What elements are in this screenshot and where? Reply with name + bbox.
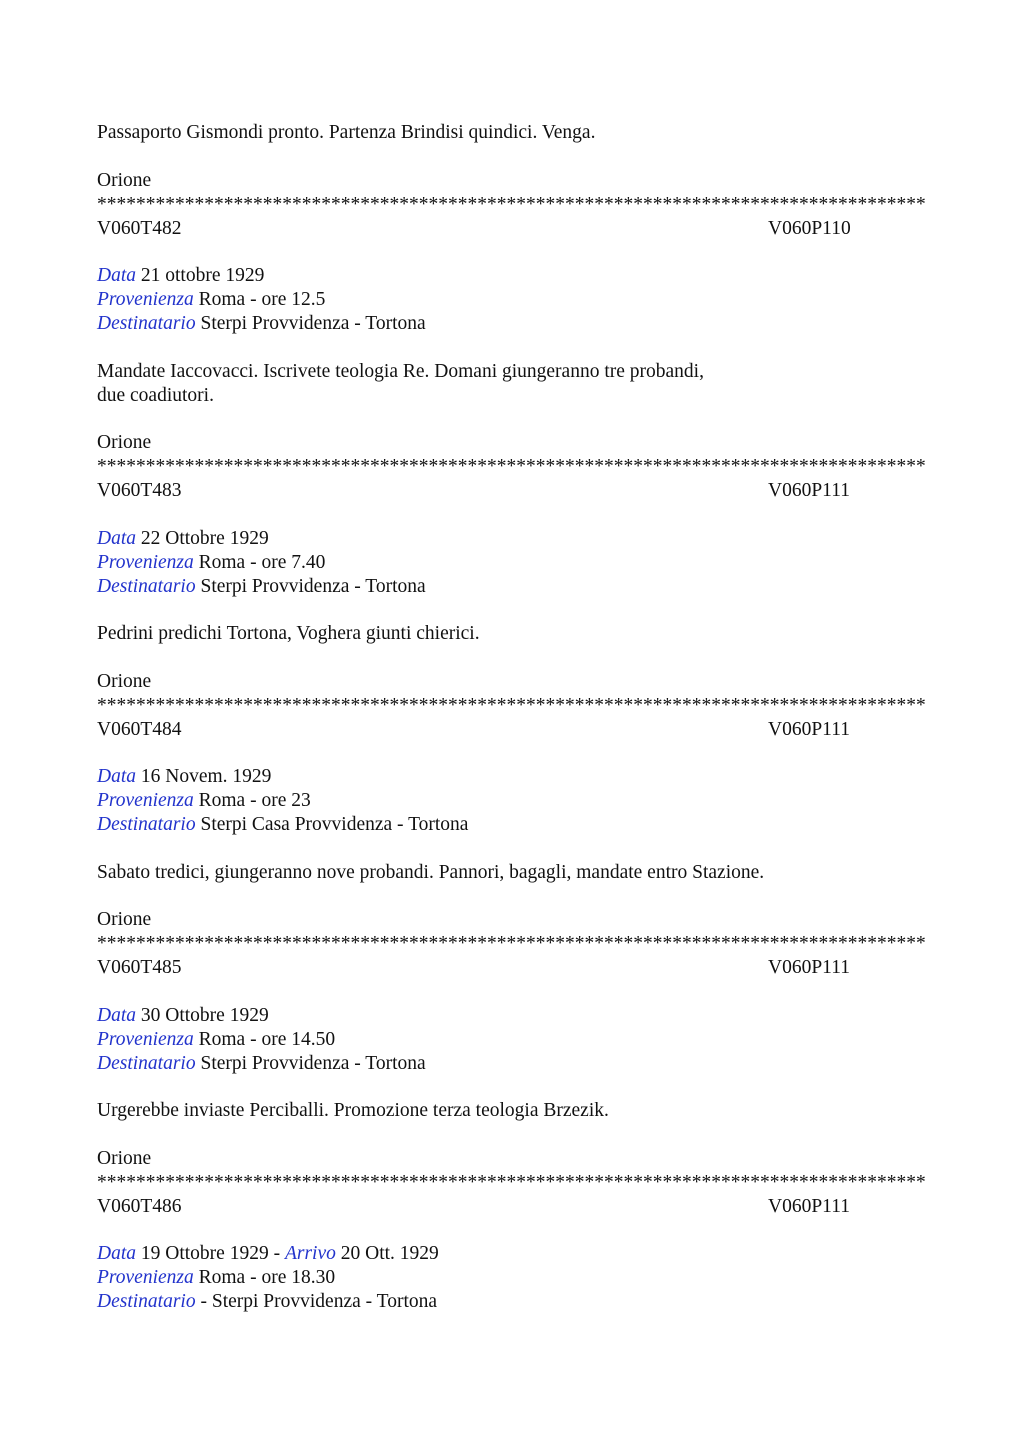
separator: ************************************************************************************* [97,456,926,477]
entry-code: V060T482 [97,217,182,239]
data-value: 22 Ottobre 1929 [140,527,269,549]
signature: Orione [97,1147,152,1169]
provenienza-value: Roma - ore 18.30 [198,1267,336,1288]
entry-page: V060P111 [768,1195,850,1217]
data-value: 21 ottobre 1929 [140,265,265,286]
destinatario-value: Sterpi Provvidenza - Tortona [211,1291,438,1312]
provenienza-label: Provenienza [97,289,194,310]
data-value: 16 Novem. 1929 [140,766,272,787]
provenienza-line [97,1266,927,1290]
destinatario-line [97,1290,927,1314]
destinatario-line [97,1052,927,1076]
entry-page: V060P111 [768,957,850,978]
data-label: Data [97,1004,136,1026]
destinatario-value: Sterpi Provvidenza - Tortona [200,575,426,597]
arrivo-value: 20 Ott. 1929 [340,1243,439,1264]
provenienza-label: Provenienza [97,790,194,811]
entry-header [97,956,927,980]
destinatario-line [97,575,927,599]
message-text: Pedrini predichi Tortona, Voghera giunti chierici. [97,623,480,644]
destinatario-line [97,813,927,837]
entry-header [97,1195,927,1219]
separator: ************************************************************************************* [97,193,926,215]
signature: Orione [97,909,152,930]
data-label: Data [97,527,136,549]
provenienza-label: Provenienza [97,1267,194,1288]
destinatario-label: Destinatario [97,1052,196,1074]
provenienza-value: Roma - ore 14.50 [198,1028,336,1050]
data-line [97,527,927,551]
provenienza-value: Roma - ore 7.40 [198,551,326,573]
data-label: Data [97,265,136,286]
data-label: Data [97,766,136,787]
entry-page: V060P111 [768,480,850,501]
separator: ************************************************************************************* [97,694,926,716]
data-line [97,1242,927,1266]
separator: ************************************************************************************* [97,1171,926,1193]
message-text: Mandate Iaccovacci. Iscrivete teologia Re. Domani giungeranno tre probandi, [97,360,704,382]
destinatario-value: Sterpi Casa Provvidenza - Tortona [200,814,469,835]
provenienza-value: Roma - ore 12.5 [198,289,326,310]
provenienza-value: Roma - ore 23 [198,790,311,811]
destinatario-label: Destinatario [97,814,196,835]
provenienza-label: Provenienza [97,1028,194,1050]
entry-code: V060T483 [97,480,182,501]
destinatario-value: Sterpi Provvidenza - Tortona [200,313,426,334]
data-label: Data [97,1243,136,1264]
provenienza-line [97,1028,927,1052]
data-line [97,765,927,789]
message-text: Urgerebbe inviaste Perciballi. Promozione terza teologia Brzezik. [97,1100,609,1121]
provenienza-label: Provenienza [97,551,194,573]
destinatario-label: Destinatario [97,575,196,597]
message-text: due coadiutori. [97,384,214,406]
entry-code: V060T484 [97,718,182,740]
data-line [97,1004,927,1028]
provenienza-line [97,288,927,312]
data-line [97,264,927,288]
data-value: 30 Ottobre 1929 [140,1004,269,1026]
provenienza-line [97,789,927,813]
message-text: Passaporto Gismondi pronto. Partenza Brindisi quindici. Venga. [97,122,596,143]
entry-header [97,217,927,241]
destinatario-label: Destinatario [97,313,196,334]
entry-header [97,479,927,503]
signature: Orione [97,169,152,191]
destinatario-label: Destinatario [97,1291,196,1312]
signature: Orione [97,432,152,453]
arrivo-label: Arrivo [284,1243,336,1264]
destinatario-line [97,312,927,336]
destinatario-prefix: - [200,1291,207,1312]
provenienza-line [97,551,927,575]
entry-code: V060T486 [97,1195,182,1217]
destinatario-value: Sterpi Provvidenza - Tortona [200,1052,426,1074]
entry-header [97,718,927,742]
entry-page: V060P111 [768,718,850,740]
separator: ************************************************************************************* [97,933,926,954]
message-text: Sabato tredici, giungeranno nove probandi. Pannori, bagagli, mandate entro Stazione. [97,861,765,883]
entry-code: V060T485 [97,957,182,978]
signature: Orione [97,670,152,692]
document-page [97,121,927,1314]
data-value: 19 Ottobre 1929 - [140,1243,281,1264]
entry-page: V060P110 [768,217,851,239]
